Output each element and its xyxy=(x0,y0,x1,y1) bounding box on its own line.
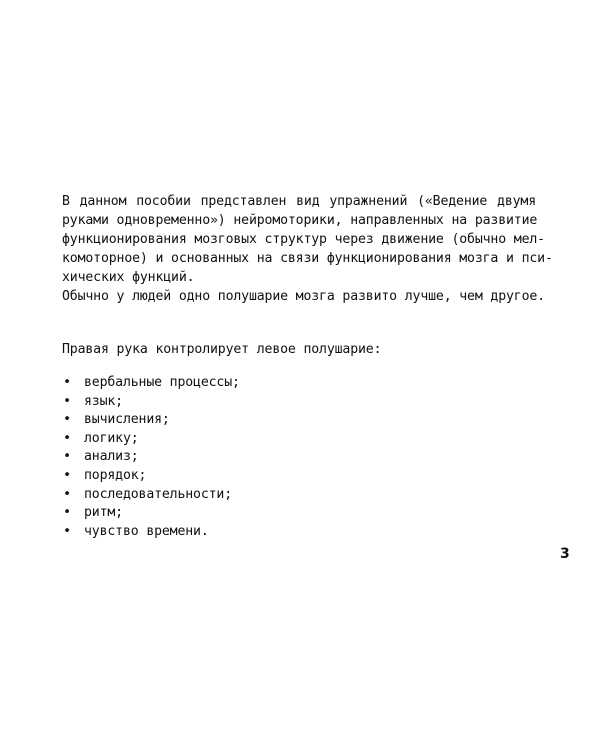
intro-line: В данном пособии представлен вид упражнений («Ведение двумя xyxy=(62,194,536,209)
list-item-text: чувство времени. xyxy=(84,523,209,539)
list-item xyxy=(62,523,240,542)
bullet-icon: • xyxy=(63,505,71,521)
list-item-text: ритм; xyxy=(84,505,123,521)
intro-line: хических функций. xyxy=(62,270,195,285)
intro-line: функционирования мозговых структур через движение (обычно мел- xyxy=(62,232,545,247)
functions-list xyxy=(62,374,240,541)
bullet-icon: • xyxy=(63,486,71,502)
bullet-icon: • xyxy=(63,430,71,446)
section-title: Правая рука контролирует левое полушарие: xyxy=(62,342,382,357)
bullet-icon: • xyxy=(63,523,71,539)
list-item xyxy=(62,411,240,430)
list-item-text: анализ; xyxy=(84,449,139,465)
bullet-icon: • xyxy=(63,393,71,409)
intro-line: комоторное) и основанных на связи функционирования мозга и пси- xyxy=(62,251,553,266)
bullet-icon: • xyxy=(63,375,71,390)
intro-line: руками одновременно») нейромоторики, направленных на развитие xyxy=(62,213,538,228)
list-item-text: вербальные процессы; xyxy=(84,375,240,390)
list-item-text: порядок; xyxy=(84,467,147,483)
intro-paragraph xyxy=(62,192,553,287)
list-item-text: логику; xyxy=(84,430,139,446)
list-item xyxy=(62,504,240,523)
list-item xyxy=(62,448,240,467)
hemisphere-paragraph: Обычно у людей одно полушарие мозга развито лучше, чем другое. xyxy=(62,289,545,304)
list-item-text: последовательности; xyxy=(84,486,233,502)
list-item xyxy=(62,467,240,486)
intro-text xyxy=(62,192,553,306)
list-item xyxy=(62,374,240,393)
list-item xyxy=(62,430,240,449)
list-item-text: язык; xyxy=(84,393,123,409)
page-number: 3 xyxy=(560,546,570,562)
list-item xyxy=(62,486,240,505)
list-item-text: вычисления; xyxy=(84,412,170,428)
bullet-icon: • xyxy=(63,412,71,428)
bullet-icon: • xyxy=(63,449,71,465)
bullet-icon: • xyxy=(63,467,71,483)
list-item xyxy=(62,393,240,412)
